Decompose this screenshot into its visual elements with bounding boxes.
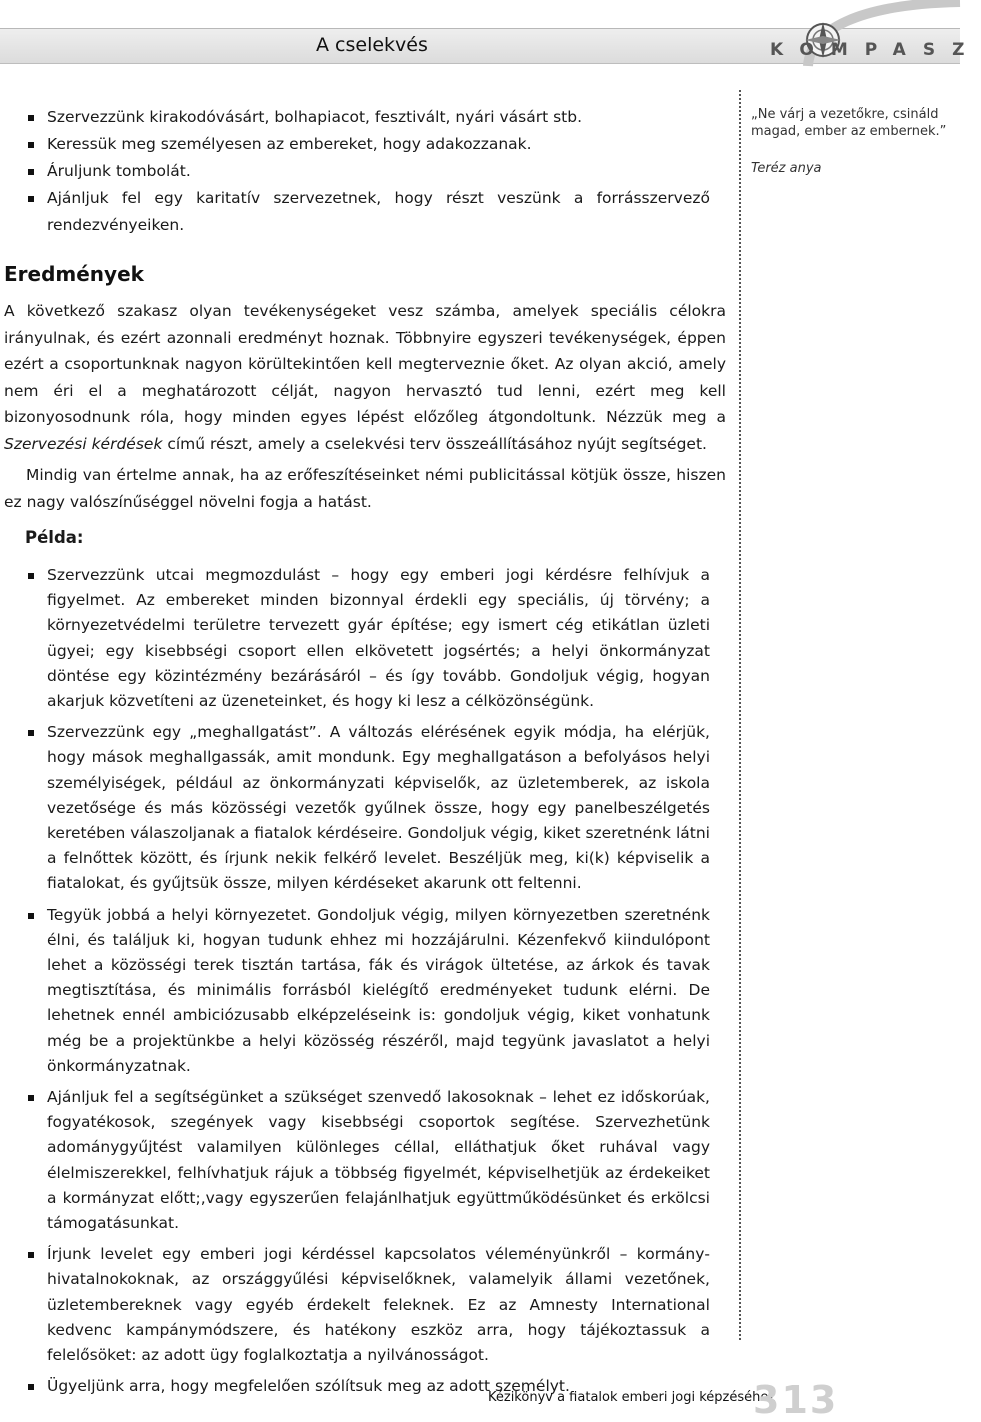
list-item: Ügyeljünk arra, hogy megfelelően szólítsuk meg az adott személyt. (0, 1374, 710, 1399)
bullet-square-icon (28, 115, 34, 121)
bullet-square-icon (28, 1252, 34, 1258)
page-header-title: A cselekvés (316, 34, 428, 56)
sidebar-quote-author: Teréz anya (751, 161, 822, 176)
list-item: Ajánljuk fel egy karitatív szervezetnek, hogy részt veszünk a forrásszervező rendezvényeiken. (0, 185, 710, 239)
fundraising-list (0, 104, 710, 239)
list-item: Szervezzünk kirakodóvásárt, bolhapiacot, fesztivált, nyári vásárt stb. (0, 104, 710, 131)
bullet-square-icon (28, 730, 34, 736)
bullet-square-icon (28, 196, 34, 202)
italic-reference: Szervezési kérdések (4, 434, 163, 453)
bullet-square-icon (28, 1384, 34, 1390)
bullet-square-icon (28, 142, 34, 148)
publicity-paragraph: Mindig van értelme annak, ha az erőfeszítéseinket némi publicitással kötjük össze, hiszen ez nagy valószínűséggel növelni fogja a hatást. (4, 466, 726, 511)
example-list (0, 563, 710, 1406)
list-item: Keressük meg személyesen az embereket, hogy adakozzanak. (0, 131, 710, 158)
sidebar-divider (739, 90, 741, 1340)
bullet-square-icon (28, 913, 34, 919)
results-paragraph: A következő szakasz olyan tevékenységeket vesz számba, amelyek speciális célokra irányulnak, és ezért azonnali eredményt hoznak. Többnyire egyszeri tevékenységek, éppen ezért a csoportunknak nagyon körültekintően kell megterveznie őket. Az olyan akció, amely nem éri el a meghatározott célját, nagyon hervasztó tud lenni, ezért meg kell bizonyosodnunk róla, hogy minden egyes lépést előzőleg átgondoltunk. Nézzük meg a Szervezési kérdések című részt, amely a cselekvési terv összeállításához nyújt segítséget. (4, 302, 726, 453)
footer-book-title: Kézikönyv a fiatalok emberi jogi képzéséhez (488, 1390, 776, 1405)
bullet-square-icon (28, 169, 34, 175)
list-item: Ajánljuk fel a segítségünket a szükséget szenvedő lakosoknak – lehet ez időskorúak, fogyatékosok, szegények vagy kisebbségi csoportok segítése. Szervezhetünk adománygyűjtést valamilyen különleges céllal, elláthatjuk őket ruhával vagy élelmiszerekkel, felhívhatjuk rájuk a többség figyelmét, képviselhetjük az érdekeiket a kormányzat előtt;,vagy egyszerűen felajánlhatjuk együttműködésünket és erkölcsi támogatásunkat. (0, 1085, 710, 1236)
section-heading: Eredmények (4, 262, 144, 286)
list-item: Írjunk levelet egy emberi jogi kérdéssel kapcsolatos véleményünkről – kormányhivatalnokoknak, az országgyűlési képviselőknek, valamelyik állami vezetőnek, üzletembereknek vagy egyéb érdekelt feleknek. Ez az Amnesty International kedvenc kampánymódszere, és hatékony eszköz arra, hogy tájékoztassuk a felelősöket: az adott ügy foglalkoztatja a nyilvánosságot. (0, 1242, 710, 1368)
list-item: Tegyük jobbá a helyi környezetet. Gondoljuk végig, milyen környezetben szeretnénk élni, és találjuk ki, hogyan tudunk ehhez mi hozzájárulni. Kézenfekvő kiindulópont lehet a közösségi terek tisztán tartása, fák és virágok ültetése, az árkok és tavak megtisztítása, és minimális forrásból kielégítő eredményeket tudunk elérni. De lehetnek ennél ambiciózusabb elképzeléseink is: gondoljuk végig, kiket vonhatunk még be a projektünkbe a helyi közösség részéről, majd tegyünk javaslatot a helyi önkormányzatnak. (0, 903, 710, 1079)
example-label: Példa: (25, 528, 84, 547)
sidebar-quote: „Ne várj a vezetőkre, csináld magad, ember az embernek.” (751, 107, 947, 139)
list-item: Szervezzünk egy „meghallgatást”. A változás elérésének egyik módja, ha elérjük, hogy mások meghallgassák, amit mondunk. Egy meghallgatáson a befolyásos helyi személyiségek, például az önkormányzati képviselők, az üzletemberek, az iskola vezetősége és más közösségi vezetők gyűlnek össze, hogy egy panelbeszélgetés keretében válaszoljanak a fiatalok kérdéseire. Gondoljuk végig, kiket szeretnénk látni a felnőttek között, és írjunk nekik felkérő levelet. Beszéljük meg, ki(k) képviselik a fiatalokat, és gyűjtsük össze, milyen kérdéseket akarunk ott feltenni. (0, 720, 710, 896)
bullet-square-icon (28, 1095, 34, 1101)
page-number: 313 (753, 1378, 839, 1422)
logo-text: KOMPASZ (770, 40, 981, 60)
kompasz-logo (748, 0, 981, 66)
list-item: Áruljunk tombolát. (0, 158, 710, 185)
list-item: Szervezzünk utcai megmozdulást – hogy egy emberi jogi kérdésre felhívjuk a figyelmet. Az embereket minden bizonnyal érdekli egy speciális, új törvény; a környezetvédelmi területre tervezett gyár építése; egy ismert cég etikátlan üzleti ügyei; egy kisebbségi csoport ellen elkövetett jogsértés; a helyi önkormányzat döntése egy közintézmény bezárásáról – és így tovább. Gondoljuk végig, hogyan akarjuk közvetíteni az üzeneteinket, és hogy ki lesz a célközönségünk. (0, 563, 710, 714)
bullet-square-icon (28, 573, 34, 579)
